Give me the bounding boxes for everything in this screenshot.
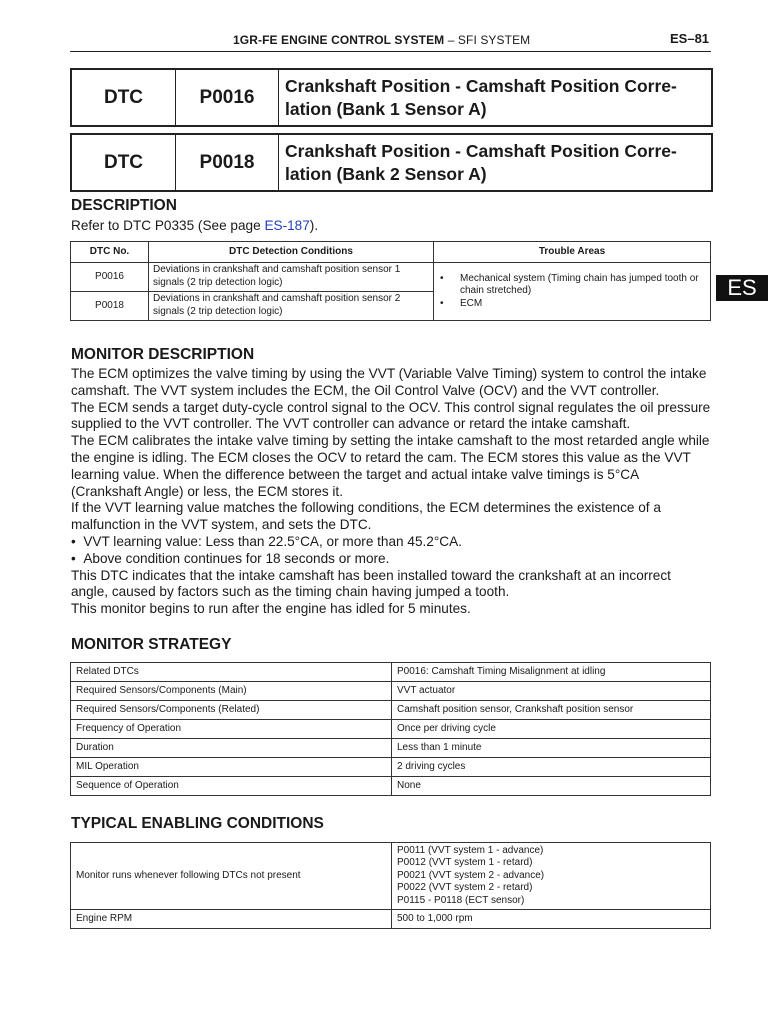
trouble-area-item: • Mechanical system (Timing chain has jumped tooth or chain stretched): [440, 273, 704, 298]
dtc-code: P0018: [176, 135, 279, 190]
strategy-value: Once per driving cycle: [392, 720, 711, 739]
table-row: [71, 720, 711, 739]
dtc-exclusion: P0022 (VVT system 2 - retard): [397, 882, 533, 894]
dtc-exclusion: P0012 (VVT system 1 - retard): [397, 857, 533, 869]
dtc-exclusion: P0021 (VVT system 2 - advance): [397, 869, 545, 881]
table-row: [71, 758, 711, 777]
table-row: [71, 701, 711, 720]
bullet-item: • Above condition continues for 18 seconds or more.: [71, 550, 390, 566]
paragraph: This monitor begins to run after the engine has idled for 5 minutes.: [71, 601, 471, 617]
col-detection-conditions: DTC Detection Conditions: [149, 242, 434, 263]
header-rule: [70, 51, 711, 52]
strategy-value: 2 driving cycles: [392, 758, 711, 777]
header-title: [233, 33, 530, 47]
condition-cell: Deviations in crankshaft and camshaft position sensor 2 signals (2 trip detection logic): [149, 292, 434, 321]
dtc-table: [70, 241, 711, 321]
dtc-label: DTC: [72, 70, 176, 125]
strategy-label: MIL Operation: [71, 758, 392, 777]
paragraph: The ECM calibrates the intake valve timing by setting the intake camshaft to the most retarded angle while the engine is idling. The ECM closes the OCV to retard the cam. The ECM stores this value as the VVT learning value. When the difference between the target and actual intake valve timings is 5°CA (Crankshaft Angle) or less, the ECM stores it.: [71, 433, 710, 499]
paragraph: The ECM optimizes the valve timing by using the VVT (Variable Valve Timing) system to control the intake camshaft. The VVT system includes the ECM, the Oil Control Valve (OCV) and the VVT controller.: [71, 366, 707, 398]
bullet-text: Above condition continues for 18 seconds or more.: [83, 550, 390, 566]
table-row: [71, 682, 711, 701]
dtc-exclusion: P0011 (VVT system 1 - advance): [397, 844, 544, 856]
condition-label: Engine RPM: [71, 910, 392, 929]
table-row: [71, 663, 711, 682]
dtc-code-cell: P0018: [71, 292, 149, 321]
description-tail: ).: [309, 218, 319, 233]
trouble-area-item: • ECM: [440, 298, 704, 311]
condition-value: 500 to 1,000 rpm: [392, 910, 711, 929]
dtc-code: P0016: [176, 70, 279, 125]
header-separator: –: [447, 33, 455, 47]
strategy-value: Less than 1 minute: [392, 739, 711, 758]
dtc-title: Crankshaft Position - Camshaft Position Corre-lation (Bank 1 Sensor A): [285, 75, 677, 119]
paragraph: The ECM sends a target duty-cycle control signal to the OCV. This control signal regulates the oil pressure supplied to the VVT controller. The VVT controller can advance or retard the intake camshaft.: [71, 399, 711, 432]
condition-label: Monitor runs whenever following DTCs not present: [71, 843, 392, 910]
enabling-conditions-heading: TYPICAL ENABLING CONDITIONS: [71, 815, 324, 832]
condition-values: [392, 843, 711, 910]
table-row: [71, 910, 711, 929]
col-trouble-areas: Trouble Areas: [434, 242, 711, 263]
strategy-value: P0016: Camshaft Timing Misalignment at idling: [392, 663, 711, 682]
strategy-label: Related DTCs: [71, 663, 392, 682]
monitor-strategy-heading: MONITOR STRATEGY: [71, 636, 232, 653]
enabling-conditions-table: [70, 842, 711, 929]
monitor-description-body: [71, 366, 711, 618]
paragraph: This DTC indicates that the intake camshaft has been installed toward the crankshaft at an incorrect angle, caused by factors such as the timing chain having jumped a tooth.: [71, 567, 671, 600]
paragraph: If the VVT learning value matches the following conditions, the ECM determines the existence of a malfunction in the VVT system, and sets the DTC.: [71, 500, 661, 533]
table-row: [71, 843, 711, 910]
description-text: [71, 218, 711, 235]
strategy-label: Sequence of Operation: [71, 777, 392, 796]
strategy-value: None: [392, 777, 711, 796]
col-dtc-no: DTC No.: [71, 242, 149, 263]
dtc-exclusion: P0115 - P0118 (ECT sensor): [397, 894, 525, 906]
table-row: [71, 263, 711, 292]
strategy-label: Required Sensors/Components (Main): [71, 682, 392, 701]
bullet-item: • VVT learning value: Less than 22.5°CA, or more than 45.2°CA.: [71, 533, 462, 549]
strategy-value: VVT actuator: [392, 682, 711, 701]
dtc-label: DTC: [72, 135, 176, 190]
page-header: [0, 31, 768, 51]
bullet-text: VVT learning value: Less than 22.5°CA, or more than 45.2°CA.: [83, 533, 462, 549]
dtc-box-p0016: [70, 68, 713, 127]
page-link-es-187[interactable]: ES-187: [264, 218, 310, 233]
strategy-label: Duration: [71, 739, 392, 758]
description-heading: DESCRIPTION: [71, 197, 177, 214]
table-row: [71, 777, 711, 796]
monitor-strategy-table: [70, 662, 711, 796]
dtc-title: Crankshaft Position - Camshaft Position Corre-lation (Bank 2 Sensor A): [285, 140, 677, 184]
strategy-label: Frequency of Operation: [71, 720, 392, 739]
dtc-code-cell: P0016: [71, 263, 149, 292]
header-system: 1GR-FE ENGINE CONTROL SYSTEM: [233, 33, 445, 47]
strategy-label: Required Sensors/Components (Related): [71, 701, 392, 720]
section-tab[interactable]: ES: [716, 275, 768, 301]
trouble-areas-cell: [434, 263, 711, 321]
header-subsystem: SFI SYSTEM: [457, 33, 531, 47]
page-number: ES–81: [670, 31, 710, 46]
dtc-box-p0018: [70, 133, 713, 192]
strategy-value: Camshaft position sensor, Crankshaft position sensor: [392, 701, 711, 720]
description-lead: Refer to DTC P0335 (See page: [71, 218, 265, 233]
monitor-description-heading: MONITOR DESCRIPTION: [71, 346, 255, 363]
table-row: [71, 739, 711, 758]
condition-cell: Deviations in crankshaft and camshaft position sensor 1 signals (2 trip detection logic): [149, 263, 434, 292]
